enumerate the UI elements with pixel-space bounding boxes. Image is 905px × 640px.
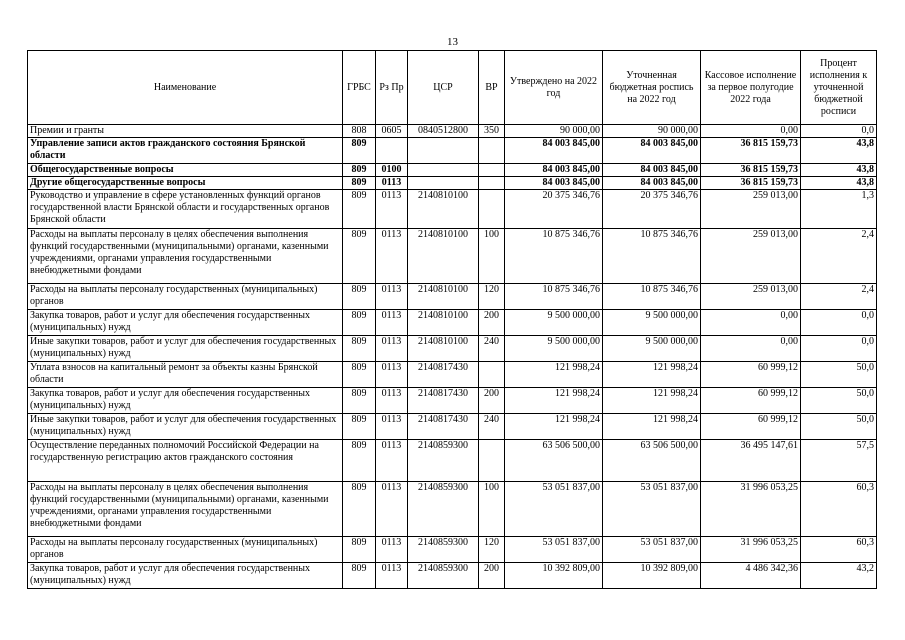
cell-percent: 50,0 (801, 362, 877, 388)
cell-grbs: 809 (343, 190, 376, 229)
header-rzpr: Рз Пр (376, 51, 408, 125)
cell-grbs: 809 (343, 440, 376, 482)
cell-name: Закупка товаров, работ и услуг для обеспечения государственных (муниципальных) нужд (28, 388, 343, 414)
cell-name: Иные закупки товаров, работ и услуг для обеспечения государственных (муниципальных) нужд (28, 336, 343, 362)
table-row (28, 177, 877, 190)
table-row (28, 563, 877, 589)
cell-grbs: 808 (343, 125, 376, 138)
cell-refined: 121 998,24 (603, 414, 701, 440)
cell-grbs: 809 (343, 310, 376, 336)
cell-vr: 100 (479, 482, 505, 537)
cell-cash: 36 495 147,61 (701, 440, 801, 482)
cell-rzpr: 0605 (376, 125, 408, 138)
cell-name: Другие общегосударственные вопросы (28, 177, 343, 190)
cell-name: Расходы на выплаты персоналу в целях обеспечения выполнения функций государственными (муниципальными) органами, казенными учреждениями, органами управления государственными внебюджетными фондами (28, 229, 343, 284)
cell-percent: 50,0 (801, 388, 877, 414)
cell-vr: 240 (479, 414, 505, 440)
table-row (28, 336, 877, 362)
cell-grbs: 809 (343, 164, 376, 177)
cell-percent: 43,8 (801, 164, 877, 177)
cell-approved: 20 375 346,76 (505, 190, 603, 229)
cell-approved: 10 875 346,76 (505, 284, 603, 310)
cell-rzpr: 0113 (376, 190, 408, 229)
cell-percent: 1,3 (801, 190, 877, 229)
cell-csr: 2140859300 (408, 482, 479, 537)
cell-vr (479, 190, 505, 229)
cell-rzpr: 0113 (376, 388, 408, 414)
cell-name: Премии и гранты (28, 125, 343, 138)
cell-csr (408, 177, 479, 190)
cell-grbs: 809 (343, 138, 376, 164)
cell-cash: 0,00 (701, 336, 801, 362)
cell-rzpr: 0113 (376, 414, 408, 440)
cell-cash: 259 013,00 (701, 284, 801, 310)
cell-approved: 63 506 500,00 (505, 440, 603, 482)
cell-percent: 57,5 (801, 440, 877, 482)
cell-csr: 0840512800 (408, 125, 479, 138)
cell-vr: 120 (479, 284, 505, 310)
cell-refined: 90 000,00 (603, 125, 701, 138)
cell-approved: 53 051 837,00 (505, 482, 603, 537)
header-csr: ЦСР (408, 51, 479, 125)
cell-percent: 0,0 (801, 125, 877, 138)
header-refined: Уточненная бюджетная роспись на 2022 год (603, 51, 701, 125)
cell-csr: 2140810100 (408, 284, 479, 310)
budget-execution-table (27, 50, 877, 589)
table-row (28, 482, 877, 537)
table-row (28, 125, 877, 138)
cell-grbs: 809 (343, 229, 376, 284)
cell-percent: 43,8 (801, 138, 877, 164)
cell-approved: 84 003 845,00 (505, 138, 603, 164)
header-approved: Утверждено на 2022 год (505, 51, 603, 125)
cell-approved: 121 998,24 (505, 362, 603, 388)
cell-grbs: 809 (343, 414, 376, 440)
cell-name: Расходы на выплаты персоналу государственных (муниципальных) органов (28, 284, 343, 310)
cell-percent: 43,8 (801, 177, 877, 190)
cell-rzpr: 0113 (376, 482, 408, 537)
table-row (28, 362, 877, 388)
cell-csr (408, 164, 479, 177)
cell-cash: 259 013,00 (701, 229, 801, 284)
cell-rzpr: 0113 (376, 563, 408, 589)
cell-rzpr: 0100 (376, 164, 408, 177)
cell-percent: 0,0 (801, 310, 877, 336)
cell-approved: 9 500 000,00 (505, 336, 603, 362)
cell-rzpr (376, 138, 408, 164)
cell-name: Осуществление переданных полномочий Российской Федерации на государственную регистрацию актов гражданского состояния (28, 440, 343, 482)
cell-approved: 121 998,24 (505, 414, 603, 440)
cell-refined: 10 875 346,76 (603, 229, 701, 284)
table-row (28, 414, 877, 440)
cell-refined: 121 998,24 (603, 362, 701, 388)
cell-percent: 50,0 (801, 414, 877, 440)
cell-rzpr: 0113 (376, 229, 408, 284)
cell-csr (408, 138, 479, 164)
cell-rzpr: 0113 (376, 336, 408, 362)
cell-approved: 10 392 809,00 (505, 563, 603, 589)
cell-approved: 121 998,24 (505, 388, 603, 414)
cell-vr: 200 (479, 310, 505, 336)
page-number: 13 (447, 36, 458, 48)
cell-name: Общегосударственные вопросы (28, 164, 343, 177)
cell-vr (479, 177, 505, 190)
cell-rzpr: 0113 (376, 310, 408, 336)
cell-approved: 84 003 845,00 (505, 164, 603, 177)
cell-rzpr: 0113 (376, 537, 408, 563)
header-grbs: ГРБС (343, 51, 376, 125)
header-cash: Кассовое исполнение за первое полугодие 2022 года (701, 51, 801, 125)
table-row (28, 190, 877, 229)
cell-cash: 31 996 053,25 (701, 537, 801, 563)
cell-grbs: 809 (343, 482, 376, 537)
cell-percent: 2,4 (801, 229, 877, 284)
header-name: Наименование (28, 51, 343, 125)
cell-approved: 9 500 000,00 (505, 310, 603, 336)
table-row (28, 229, 877, 284)
cell-cash: 60 999,12 (701, 414, 801, 440)
cell-cash: 4 486 342,36 (701, 563, 801, 589)
table-row (28, 440, 877, 482)
cell-name: Расходы на выплаты персоналу государственных (муниципальных) органов (28, 537, 343, 563)
cell-refined: 20 375 346,76 (603, 190, 701, 229)
cell-cash: 31 996 053,25 (701, 482, 801, 537)
cell-vr (479, 440, 505, 482)
cell-grbs: 809 (343, 336, 376, 362)
cell-approved: 84 003 845,00 (505, 177, 603, 190)
cell-csr: 2140859300 (408, 440, 479, 482)
cell-vr: 350 (479, 125, 505, 138)
cell-csr: 2140817430 (408, 414, 479, 440)
cell-csr: 2140810100 (408, 336, 479, 362)
cell-cash: 0,00 (701, 125, 801, 138)
cell-refined: 84 003 845,00 (603, 138, 701, 164)
table-row (28, 537, 877, 563)
cell-percent: 60,3 (801, 482, 877, 537)
cell-vr: 100 (479, 229, 505, 284)
cell-vr: 200 (479, 563, 505, 589)
cell-refined: 10 875 346,76 (603, 284, 701, 310)
cell-refined: 84 003 845,00 (603, 177, 701, 190)
cell-grbs: 809 (343, 537, 376, 563)
cell-approved: 10 875 346,76 (505, 229, 603, 284)
table-row (28, 388, 877, 414)
cell-rzpr: 0113 (376, 284, 408, 310)
cell-vr (479, 138, 505, 164)
cell-vr (479, 362, 505, 388)
table-row (28, 164, 877, 177)
cell-refined: 10 392 809,00 (603, 563, 701, 589)
cell-csr: 2140810100 (408, 310, 479, 336)
cell-percent: 2,4 (801, 284, 877, 310)
header-vr: ВР (479, 51, 505, 125)
cell-refined: 53 051 837,00 (603, 482, 701, 537)
table-row (28, 284, 877, 310)
cell-percent: 43,2 (801, 563, 877, 589)
cell-cash: 0,00 (701, 310, 801, 336)
cell-name: Закупка товаров, работ и услуг для обеспечения государственных (муниципальных) нужд (28, 310, 343, 336)
cell-refined: 53 051 837,00 (603, 537, 701, 563)
cell-cash: 60 999,12 (701, 388, 801, 414)
cell-refined: 84 003 845,00 (603, 164, 701, 177)
cell-name: Управление записи актов гражданского состояния Брянской области (28, 138, 343, 164)
cell-csr: 2140859300 (408, 537, 479, 563)
cell-name: Уплата взносов на капитальный ремонт за объекты казны Брянской области (28, 362, 343, 388)
cell-grbs: 809 (343, 388, 376, 414)
cell-approved: 53 051 837,00 (505, 537, 603, 563)
cell-csr: 2140810100 (408, 229, 479, 284)
cell-name: Расходы на выплаты персоналу в целях обеспечения выполнения функций государственными (муниципальными) органами, казенными учреждениями, органами управления государственными внебюджетными фондами (28, 482, 343, 537)
cell-refined: 9 500 000,00 (603, 336, 701, 362)
cell-cash: 36 815 159,73 (701, 138, 801, 164)
cell-rzpr: 0113 (376, 440, 408, 482)
cell-percent: 60,3 (801, 537, 877, 563)
cell-csr: 2140817430 (408, 362, 479, 388)
cell-csr: 2140859300 (408, 563, 479, 589)
table-body (28, 125, 877, 589)
cell-refined: 121 998,24 (603, 388, 701, 414)
cell-rzpr: 0113 (376, 177, 408, 190)
cell-grbs: 809 (343, 362, 376, 388)
cell-grbs: 809 (343, 563, 376, 589)
cell-refined: 9 500 000,00 (603, 310, 701, 336)
table-row (28, 138, 877, 164)
cell-grbs: 809 (343, 284, 376, 310)
cell-vr: 240 (479, 336, 505, 362)
cell-name: Руководство и управление в сфере установленных функций органов государственной власти Брянской области и государственных органов Брянской области (28, 190, 343, 229)
cell-approved: 90 000,00 (505, 125, 603, 138)
cell-cash: 60 999,12 (701, 362, 801, 388)
cell-cash: 36 815 159,73 (701, 177, 801, 190)
cell-percent: 0,0 (801, 336, 877, 362)
cell-refined: 63 506 500,00 (603, 440, 701, 482)
cell-cash: 259 013,00 (701, 190, 801, 229)
header-percent: Процент исполнения к уточненной бюджетной росписи (801, 51, 877, 125)
cell-vr: 120 (479, 537, 505, 563)
cell-vr: 200 (479, 388, 505, 414)
cell-vr (479, 164, 505, 177)
cell-rzpr: 0113 (376, 362, 408, 388)
cell-grbs: 809 (343, 177, 376, 190)
cell-cash: 36 815 159,73 (701, 164, 801, 177)
cell-csr: 2140810100 (408, 190, 479, 229)
table-header-row (28, 51, 877, 125)
cell-name: Закупка товаров, работ и услуг для обеспечения государственных (муниципальных) нужд (28, 563, 343, 589)
cell-csr: 2140817430 (408, 388, 479, 414)
table-row (28, 310, 877, 336)
cell-name: Иные закупки товаров, работ и услуг для обеспечения государственных (муниципальных) нужд (28, 414, 343, 440)
